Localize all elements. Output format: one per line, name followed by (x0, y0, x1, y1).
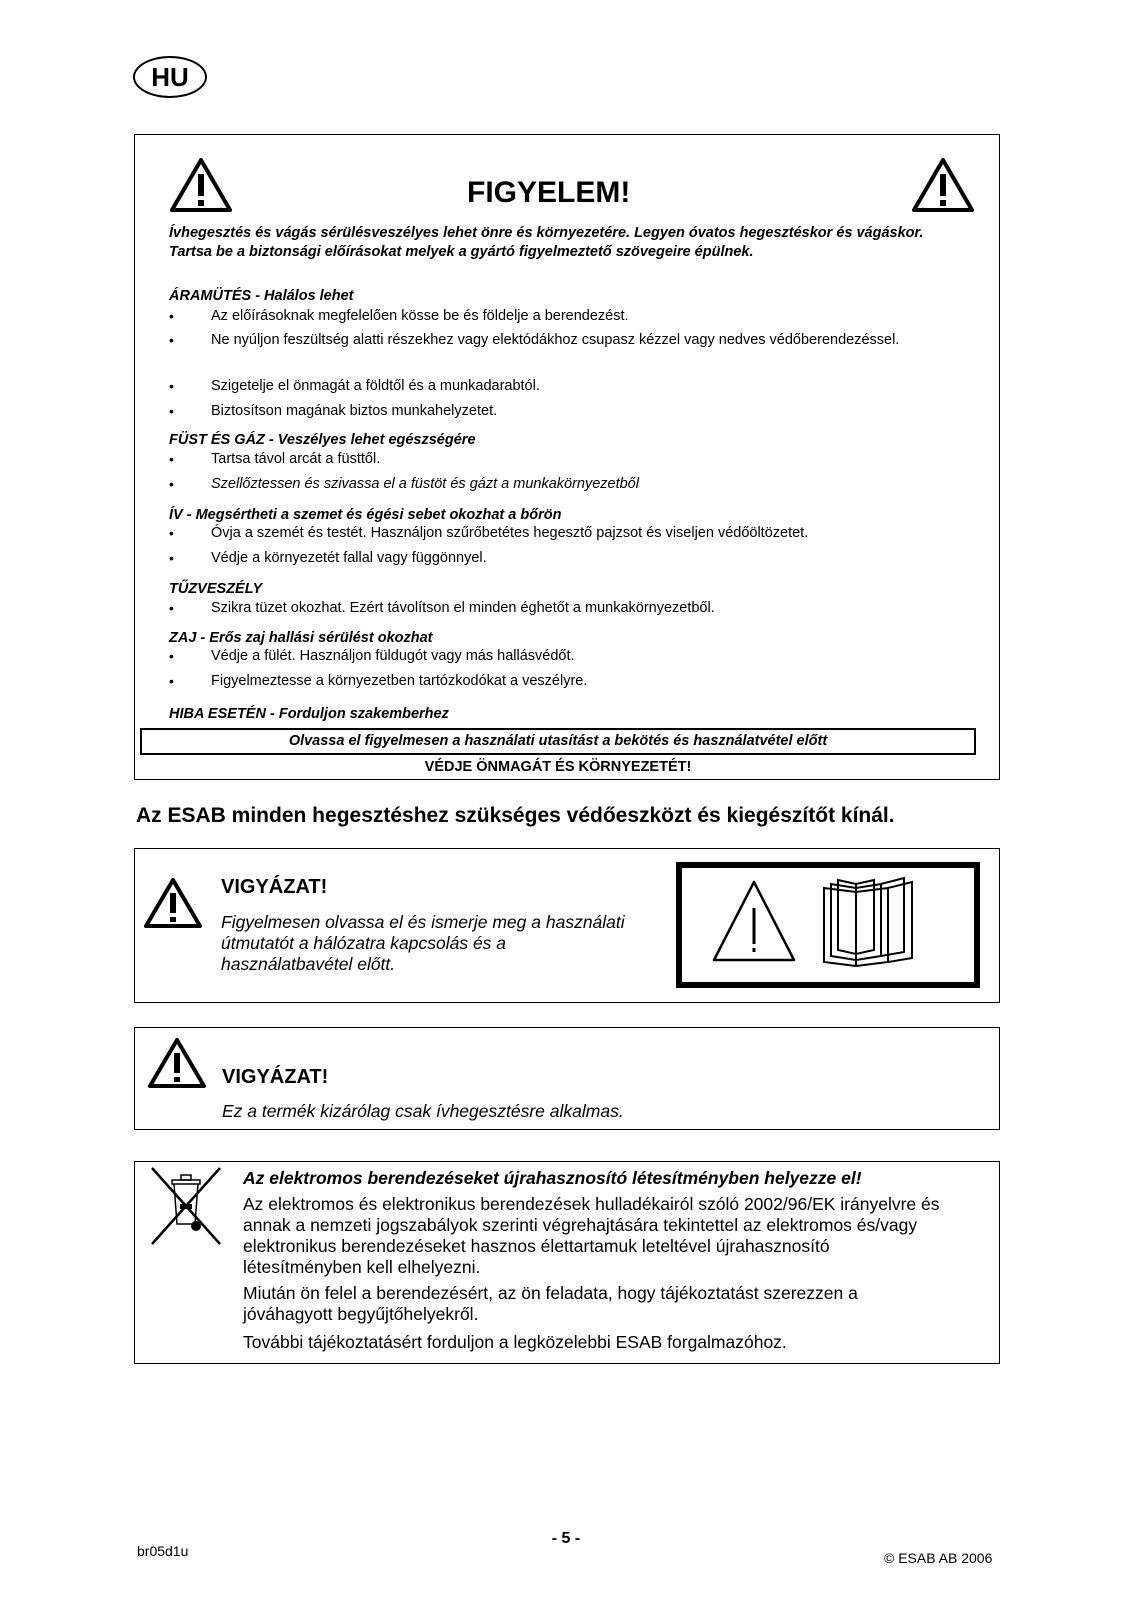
bullet-item (169, 647, 911, 666)
bullet-item (169, 549, 911, 568)
bullet-item (169, 307, 911, 326)
bullet-dot: • (169, 525, 174, 541)
bullet-text: Figyelmeztesse a környezetben tartózkodókat a veszélyre. (211, 673, 588, 689)
copyright: © ESAB AB 2006 (884, 1550, 993, 1566)
protect-yourself-notice: VÉDJE ÖNMAGÁT ÉS KÖRNYEZETÉT! (424, 759, 692, 775)
caution-text: Ez a termék kizárólag csak ívhegesztésre alkalmas. (222, 1101, 624, 1121)
esab-protection-heading: Az ESAB minden hegesztéshez szükséges védőeszközt és kiegészítőt kínál. (136, 804, 895, 827)
bullet-dot: • (169, 403, 174, 419)
bullet-dot: • (169, 648, 174, 664)
bullet-dot: • (169, 673, 174, 689)
bullet-text: Védje a fülét. Használjon füldugót vagy más hallásvédőt. (211, 648, 575, 664)
bullet-text: Tartsa távol arcát a füsttől. (211, 451, 381, 467)
caution-title: VIGYÁZAT! (221, 876, 328, 898)
section-heading-fire: TŰZVESZÉLY (169, 581, 263, 597)
manual-book-icon (676, 862, 980, 988)
weee-title: Az elektromos berendezéseket újrahasznosító létesítményben helyezze el! (243, 1168, 862, 1188)
section-heading-smoke-gas: FÜST ÉS GÁZ - Veszélyes lehet egészségére (169, 432, 476, 448)
bullet-item (169, 524, 951, 543)
section-heading-fault: HIBA ESETÉN - Forduljon szakemberhez (169, 706, 449, 722)
bullet-text: Óvja a szemét és testét. Használjon szűrőbetétes hegesztő pajzsot és viseljen védőöltözetet. (211, 525, 809, 541)
document-code: br05d1u (137, 1543, 189, 1559)
bullet-dot: • (169, 451, 174, 467)
caution-title: VIGYÁZAT! (222, 1066, 329, 1088)
bullet-item (169, 450, 911, 469)
bullet-item (169, 331, 911, 350)
warning-triangle-icon (168, 156, 234, 214)
crossed-bin-icon (150, 1166, 222, 1246)
bullet-text: Az előírásoknak megfelelően kösse be és földelje a berendezést. (211, 308, 629, 324)
bullet-text: Szellőztessen és szivassa el a füstöt és gázt a munkakörnyezetből (211, 476, 639, 492)
bullet-dot: • (169, 378, 174, 394)
bullet-item (169, 402, 911, 421)
bullet-item (169, 377, 911, 396)
weee-paragraph: Az elektromos és elektronikus berendezések hulladékairól szóló 2002/96/EK irányelvre és annak a nemzeti jogszabályok szerinti végrehajtására tekintettel az elektromos és/vagy elektronikus berendezéseket hasznos élettartamuk leteltével újrahasznosító létesítményben kell elhelyezni. (243, 1194, 940, 1277)
bullet-item (169, 475, 911, 494)
bullet-text: Szikra tüzet okozhat. Ezért távolítson el minden éghetőt a munkakörnyezetből. (211, 600, 715, 616)
caution-text: Figyelmesen olvassa el és ismerje meg a használati útmutatót a hálózatra kapcsolás és a használatbavétel előtt. (221, 912, 625, 974)
warning-triangle-icon (142, 876, 204, 930)
bullet-dot: • (169, 550, 174, 566)
bullet-dot: • (169, 332, 174, 348)
section-heading-electric-shock: ÁRAMÜTÉS - Halálos lehet (169, 288, 354, 304)
warning-triangle-icon (910, 156, 976, 214)
bullet-item (169, 672, 911, 691)
language-badge: HU (133, 56, 207, 98)
warning-title: FIGYELEM! (467, 176, 631, 209)
warning-intro: Ívhegesztés és vágás sérülésveszélyes lehet önre és környezetére. Legyen óvatos hegesztéskor és vágáskor. Tartsa be a biztonsági előírásokat melyek a gyártó figyelmeztető szövegeire épülnek. (169, 225, 924, 260)
weee-paragraph: Miután ön felel a berendezésért, az ön feladata, hogy tájékoztatást szerezzen a jóváhagyott begyűjtőhelyekről. (243, 1283, 858, 1324)
section-heading-noise: ZAJ - Erős zaj hallási sérülést okozhat (169, 630, 433, 646)
section-heading-arc: ÍV - Megsértheti a szemet és égési sebet okozhat a bőrön (169, 507, 562, 523)
weee-paragraph: További tájékoztatásért forduljon a legközelebbi ESAB forgalmazóhoz. (243, 1332, 787, 1352)
bullet-item (169, 599, 911, 618)
bullet-text: Biztosítson magának biztos munkahelyzetet. (211, 403, 498, 419)
bullet-text: Szigetelje el önmagát a földtől és a munkadarabtól. (211, 378, 540, 394)
bullet-dot: • (169, 476, 174, 492)
warning-triangle-icon (146, 1036, 208, 1090)
bullet-dot: • (169, 600, 174, 616)
bullet-text: Ne nyúljon feszültség alatti részekhez vagy elektódákhoz csupasz kézzel vagy nedves védőberendezéssel. (211, 332, 900, 348)
read-manual-notice: Olvassa el figyelmesen a használati utasítást a bekötés és használatvétel előtt (140, 728, 976, 755)
bullet-dot: • (169, 308, 174, 324)
page-number: - 5 - (551, 1530, 581, 1547)
bullet-text: Védje a környezetét fallal vagy függönnyel. (211, 550, 487, 566)
